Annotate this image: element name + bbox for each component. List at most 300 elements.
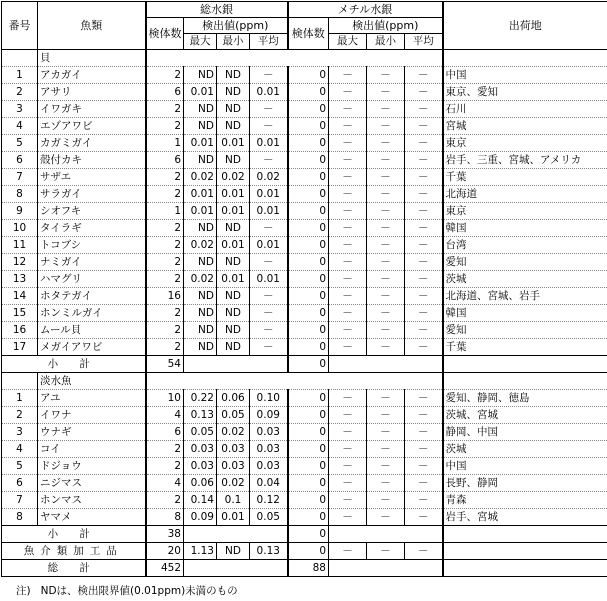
table-row (2, 152, 607, 169)
row-methyl-avg: － (405, 101, 443, 118)
row-methyl-min: － (367, 203, 405, 220)
row-no: 4 (2, 441, 38, 458)
table-row (2, 492, 607, 509)
row-fish-name: サラガイ (38, 186, 146, 203)
row-total-avg: － (250, 152, 288, 169)
row-methyl-avg: － (405, 322, 443, 339)
row-methyl-count: 0 (288, 390, 329, 407)
section-header-row (2, 50, 607, 67)
row-fish-name: ハマグリ (38, 271, 146, 288)
processed-row (2, 543, 607, 560)
row-total-avg: 0.01 (250, 186, 288, 203)
section-header-origin-fill (443, 50, 607, 67)
table-row (2, 271, 607, 288)
row-methyl-max: － (329, 152, 367, 169)
row-total-min: 0.01 (217, 135, 250, 152)
row-total-count: 4 (146, 475, 184, 492)
header-total-mercury: 総水銀 (146, 2, 288, 18)
row-methyl-avg: － (405, 84, 443, 101)
row-total-count: 2 (146, 186, 184, 203)
row-methyl-avg: － (405, 118, 443, 135)
row-no: 11 (2, 237, 38, 254)
row-origin: 北海道 (443, 186, 607, 203)
processed-row-total-count: 20 (146, 543, 184, 560)
row-total-avg: 0.03 (250, 441, 288, 458)
row-total-min: ND (217, 101, 250, 118)
row-no: 13 (2, 271, 38, 288)
row-total-min: 0.03 (217, 458, 250, 475)
subtotal-row (2, 526, 607, 543)
row-methyl-count: 0 (288, 509, 329, 526)
row-no: 17 (2, 339, 38, 356)
row-total-min: 0.05 (217, 407, 250, 424)
row-origin: 台湾 (443, 237, 607, 254)
row-no: 5 (2, 135, 38, 152)
row-total-avg: － (250, 101, 288, 118)
table-row (2, 475, 607, 492)
footnote (16, 583, 248, 598)
row-total-count: 2 (146, 271, 184, 288)
row-total-max: 0.03 (184, 441, 217, 458)
table-row (2, 186, 607, 203)
row-origin: 青森 (443, 492, 607, 509)
row-methyl-max: － (329, 237, 367, 254)
row-methyl-count: 0 (288, 67, 329, 84)
row-total-count: 1 (146, 203, 184, 220)
section-header-fill (146, 50, 443, 67)
row-total-min: 0.02 (217, 424, 250, 441)
grand-total-row-origin (443, 560, 607, 577)
row-methyl-max: － (329, 305, 367, 322)
row-total-avg: 0.01 (250, 203, 288, 220)
grand-total-row-label: 総 計 (2, 560, 146, 577)
row-no: 5 (2, 458, 38, 475)
table-row (2, 237, 607, 254)
table-row (2, 322, 607, 339)
row-origin: 愛知 (443, 254, 607, 271)
row-origin: 中国 (443, 458, 607, 475)
row-methyl-max: － (329, 441, 367, 458)
row-fish-name: イワガキ (38, 101, 146, 118)
row-methyl-min: － (367, 407, 405, 424)
table-row (2, 288, 607, 305)
row-methyl-count: 0 (288, 475, 329, 492)
row-total-max: 0.02 (184, 271, 217, 288)
row-fish-name: ムール貝 (38, 322, 146, 339)
row-methyl-count: 0 (288, 203, 329, 220)
grand-total-row-total-count: 452 (146, 560, 184, 577)
row-methyl-count: 0 (288, 135, 329, 152)
row-origin: 茨城 (443, 441, 607, 458)
row-total-max: ND (184, 305, 217, 322)
row-origin: 東京 (443, 135, 607, 152)
row-origin: 千葉 (443, 339, 607, 356)
row-fish-name: アサリ (38, 84, 146, 101)
row-methyl-avg: － (405, 339, 443, 356)
subtotal-row-methyl-count: 0 (288, 356, 329, 373)
row-total-max: ND (184, 67, 217, 84)
table-row (2, 407, 607, 424)
subtotal-row-origin (443, 356, 607, 373)
row-total-count: 8 (146, 509, 184, 526)
row-methyl-max: － (329, 407, 367, 424)
row-total-count: 6 (146, 84, 184, 101)
row-fish-name: トコブシ (38, 237, 146, 254)
row-fish-name: ホンミルガイ (38, 305, 146, 322)
row-total-count: 2 (146, 237, 184, 254)
row-methyl-max: － (329, 84, 367, 101)
row-total-count: 2 (146, 339, 184, 356)
row-no: 1 (2, 390, 38, 407)
processed-row-methyl-max: － (329, 543, 367, 560)
row-total-min: ND (217, 288, 250, 305)
row-methyl-avg: － (405, 492, 443, 509)
row-methyl-min: － (367, 475, 405, 492)
row-methyl-avg: － (405, 254, 443, 271)
row-total-max: ND (184, 220, 217, 237)
processed-row-methyl-count: 0 (288, 543, 329, 560)
mercury-survey-table (1, 1, 607, 577)
row-no: 8 (2, 186, 38, 203)
subtotal-row-total-count: 54 (146, 356, 184, 373)
row-methyl-min: － (367, 305, 405, 322)
subtotal-row-methyl-count: 0 (288, 526, 329, 543)
row-methyl-count: 0 (288, 339, 329, 356)
row-total-min: 0.06 (217, 390, 250, 407)
row-methyl-min: － (367, 271, 405, 288)
row-origin: 北海道、宮城、岩手 (443, 288, 607, 305)
row-fish-name: シオフキ (38, 203, 146, 220)
row-no: 3 (2, 424, 38, 441)
header-methyl-mercury: メチル水銀 (288, 2, 443, 18)
row-total-avg: 0.01 (250, 135, 288, 152)
row-methyl-max: － (329, 339, 367, 356)
row-total-max: 0.05 (184, 424, 217, 441)
footnote-prefix: 注) (16, 585, 31, 597)
row-no: 7 (2, 169, 38, 186)
row-fish-name: ニジマス (38, 475, 146, 492)
grand-total-row-blank (329, 560, 443, 577)
row-total-min: 0.01 (217, 509, 250, 526)
header-total-count: 検体数 (146, 18, 184, 50)
row-total-min: ND (217, 84, 250, 101)
row-total-max: 0.01 (184, 203, 217, 220)
row-fish-name: ホタテガイ (38, 288, 146, 305)
row-methyl-avg: － (405, 237, 443, 254)
row-methyl-count: 0 (288, 118, 329, 135)
row-methyl-max: － (329, 322, 367, 339)
row-total-max: ND (184, 101, 217, 118)
row-origin: 愛知 (443, 322, 607, 339)
row-methyl-max: － (329, 67, 367, 84)
row-total-max: 0.06 (184, 475, 217, 492)
row-total-max: 0.14 (184, 492, 217, 509)
row-total-min: ND (217, 152, 250, 169)
row-no: 2 (2, 84, 38, 101)
section-header-fill (146, 373, 443, 390)
row-methyl-avg: － (405, 135, 443, 152)
row-total-min: 0.1 (217, 492, 250, 509)
table-row (2, 390, 607, 407)
row-methyl-max: － (329, 203, 367, 220)
row-methyl-min: － (367, 509, 405, 526)
row-no: 3 (2, 101, 38, 118)
row-methyl-min: － (367, 118, 405, 135)
row-fish-name: ウナギ (38, 424, 146, 441)
row-methyl-min: － (367, 237, 405, 254)
row-origin: 静岡、中国 (443, 424, 607, 441)
row-total-min: 0.03 (217, 441, 250, 458)
row-methyl-max: － (329, 254, 367, 271)
table-row (2, 101, 607, 118)
row-methyl-min: － (367, 424, 405, 441)
row-no: 10 (2, 220, 38, 237)
row-total-avg: 0.09 (250, 407, 288, 424)
row-total-min: ND (217, 322, 250, 339)
row-methyl-avg: － (405, 169, 443, 186)
row-methyl-avg: － (405, 407, 443, 424)
row-total-max: 0.09 (184, 509, 217, 526)
row-total-max: 0.01 (184, 84, 217, 101)
row-methyl-avg: － (405, 288, 443, 305)
row-methyl-max: － (329, 186, 367, 203)
row-total-min: ND (217, 305, 250, 322)
row-total-count: 2 (146, 492, 184, 509)
row-total-max: ND (184, 118, 217, 135)
row-total-min: ND (217, 339, 250, 356)
row-origin: 中国 (443, 67, 607, 84)
row-methyl-max: － (329, 101, 367, 118)
row-total-max: ND (184, 288, 217, 305)
table-row (2, 84, 607, 101)
table-row (2, 305, 607, 322)
row-total-count: 2 (146, 441, 184, 458)
row-total-count: 6 (146, 424, 184, 441)
row-methyl-max: － (329, 220, 367, 237)
processed-row-origin (443, 543, 607, 560)
row-methyl-avg: － (405, 152, 443, 169)
row-methyl-avg: － (405, 509, 443, 526)
row-methyl-min: － (367, 254, 405, 271)
row-total-count: 2 (146, 101, 184, 118)
row-methyl-max: － (329, 509, 367, 526)
row-methyl-max: － (329, 271, 367, 288)
row-no: 14 (2, 288, 38, 305)
table-row (2, 67, 607, 84)
header-fish: 魚類 (38, 2, 146, 50)
row-methyl-avg: － (405, 441, 443, 458)
row-methyl-min: － (367, 322, 405, 339)
header-methyl-max: 最大 (329, 34, 367, 50)
row-methyl-count: 0 (288, 458, 329, 475)
row-fish-name: ホンマス (38, 492, 146, 509)
subtotal-row-total-count: 38 (146, 526, 184, 543)
table-row (2, 509, 607, 526)
table-row (2, 118, 607, 135)
row-total-count: 2 (146, 254, 184, 271)
row-origin: 東京 (443, 203, 607, 220)
row-total-count: 4 (146, 407, 184, 424)
row-no: 15 (2, 305, 38, 322)
row-fish-name: イワナ (38, 407, 146, 424)
row-total-count: 2 (146, 220, 184, 237)
row-total-count: 10 (146, 390, 184, 407)
row-origin: 茨城 (443, 271, 607, 288)
row-fish-name: ドジョウ (38, 458, 146, 475)
table-row (2, 441, 607, 458)
row-methyl-avg: － (405, 186, 443, 203)
table-row (2, 220, 607, 237)
row-methyl-min: － (367, 84, 405, 101)
row-total-max: 0.13 (184, 407, 217, 424)
row-fish-name: サザエ (38, 169, 146, 186)
row-methyl-count: 0 (288, 101, 329, 118)
row-methyl-count: 0 (288, 288, 329, 305)
processed-row-label: 魚介類加工品 (2, 543, 146, 560)
grand-total-row-blank (184, 560, 288, 577)
row-total-min: 0.01 (217, 186, 250, 203)
row-total-min: 0.02 (217, 475, 250, 492)
row-methyl-min: － (367, 390, 405, 407)
subtotal-row-blank (184, 526, 288, 543)
row-methyl-max: － (329, 475, 367, 492)
row-total-avg: 0.03 (250, 424, 288, 441)
row-methyl-avg: － (405, 220, 443, 237)
section-header-row (2, 373, 607, 390)
row-total-min: ND (217, 220, 250, 237)
processed-row-methyl-avg: － (405, 543, 443, 560)
header-total-min: 最小 (217, 34, 250, 50)
row-fish-name: エゾアワビ (38, 118, 146, 135)
section-header-spacer (2, 50, 38, 67)
row-fish-name: ナミガイ (38, 254, 146, 271)
row-total-count: 2 (146, 118, 184, 135)
row-origin: 長野、静岡 (443, 475, 607, 492)
row-total-avg: － (250, 220, 288, 237)
row-origin: 岩手、宮城 (443, 509, 607, 526)
row-total-max: 0.02 (184, 237, 217, 254)
row-no: 1 (2, 67, 38, 84)
row-total-min: 0.02 (217, 169, 250, 186)
row-methyl-max: － (329, 390, 367, 407)
row-total-max: ND (184, 322, 217, 339)
table-row (2, 135, 607, 152)
subtotal-row-label: 小 計 (2, 526, 146, 543)
row-total-avg: － (250, 67, 288, 84)
table-row (2, 339, 607, 356)
section-title: 貝 (38, 50, 146, 67)
row-total-min: 0.01 (217, 271, 250, 288)
subtotal-row-origin (443, 526, 607, 543)
row-origin: 韓国 (443, 305, 607, 322)
row-total-avg: 0.03 (250, 458, 288, 475)
row-total-avg: 0.05 (250, 509, 288, 526)
row-methyl-min: － (367, 186, 405, 203)
row-total-avg: － (250, 254, 288, 271)
row-methyl-min: － (367, 220, 405, 237)
table-header (2, 2, 607, 50)
row-total-count: 16 (146, 288, 184, 305)
row-total-max: 0.01 (184, 135, 217, 152)
table-row (2, 203, 607, 220)
row-total-avg: － (250, 339, 288, 356)
row-fish-name: アユ (38, 390, 146, 407)
row-total-avg: － (250, 305, 288, 322)
row-fish-name: タイラギ (38, 220, 146, 237)
row-total-avg: 0.01 (250, 237, 288, 254)
row-total-avg: 0.12 (250, 492, 288, 509)
row-methyl-count: 0 (288, 441, 329, 458)
row-methyl-min: － (367, 441, 405, 458)
row-total-avg: 0.10 (250, 390, 288, 407)
row-methyl-count: 0 (288, 305, 329, 322)
footnote-text: NDは、検出限界値(0.01ppm)未満のもの (40, 585, 238, 597)
processed-row-total-avg: 0.13 (250, 543, 288, 560)
row-fish-name: アカガイ (38, 67, 146, 84)
row-total-avg: 0.01 (250, 271, 288, 288)
row-total-max: ND (184, 254, 217, 271)
row-total-avg: 0.02 (250, 169, 288, 186)
row-no: 12 (2, 254, 38, 271)
row-origin: 宮城 (443, 118, 607, 135)
row-total-count: 2 (146, 322, 184, 339)
row-no: 6 (2, 475, 38, 492)
row-total-min: ND (217, 254, 250, 271)
mercury-survey-table-sheet (1, 1, 607, 577)
row-methyl-max: － (329, 424, 367, 441)
row-methyl-count: 0 (288, 492, 329, 509)
row-origin: 石川 (443, 101, 607, 118)
row-no: 7 (2, 492, 38, 509)
row-total-max: 0.01 (184, 186, 217, 203)
table-row (2, 424, 607, 441)
row-fish-name: カガミガイ (38, 135, 146, 152)
row-no: 6 (2, 152, 38, 169)
subtotal-row-blank (329, 526, 443, 543)
row-fish-name: メガイアワビ (38, 339, 146, 356)
row-total-max: ND (184, 152, 217, 169)
row-fish-name: コイ (38, 441, 146, 458)
row-no: 8 (2, 509, 38, 526)
row-methyl-avg: － (405, 67, 443, 84)
row-fish-name: ヤマメ (38, 509, 146, 526)
subtotal-row-label: 小 計 (2, 356, 146, 373)
header-origin: 出荷地 (443, 2, 607, 50)
header-total-max: 最大 (184, 34, 217, 50)
table-row (2, 254, 607, 271)
row-total-min: 0.01 (217, 237, 250, 254)
section-header-origin-fill (443, 373, 607, 390)
row-total-count: 1 (146, 135, 184, 152)
row-total-min: ND (217, 67, 250, 84)
header-methyl-detected: 検出値(ppm) (329, 18, 443, 34)
row-origin: 茨城、宮城 (443, 407, 607, 424)
row-methyl-count: 0 (288, 186, 329, 203)
subtotal-row (2, 356, 607, 373)
row-total-avg: 0.01 (250, 84, 288, 101)
row-total-max: ND (184, 339, 217, 356)
row-methyl-min: － (367, 101, 405, 118)
row-total-min: ND (217, 118, 250, 135)
row-methyl-count: 0 (288, 152, 329, 169)
grand-total-row (2, 560, 607, 577)
row-methyl-min: － (367, 135, 405, 152)
row-methyl-count: 0 (288, 169, 329, 186)
row-total-avg: － (250, 322, 288, 339)
row-total-max: 0.02 (184, 169, 217, 186)
row-total-avg: － (250, 288, 288, 305)
row-methyl-min: － (367, 288, 405, 305)
